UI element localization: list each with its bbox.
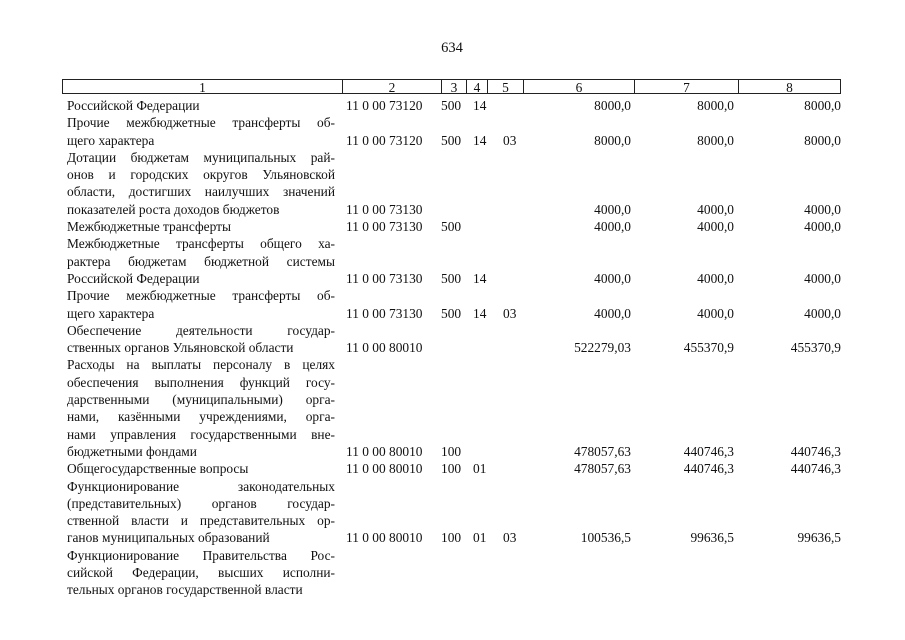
row-name-line: Российской Федерации (67, 270, 200, 286)
row-value-col8: 99636,5 (797, 530, 841, 546)
row-code: 11 0 00 73120 (346, 132, 423, 148)
row-name-line: обеспечения выполнения функций госу- (67, 374, 335, 390)
row-name-line: Дотации бюджетам муниципальных рай- (67, 149, 335, 165)
row-name-line: Межбюджетные трансферты общего ха- (67, 236, 335, 252)
row-name-line: бюджетными фондами (67, 443, 197, 459)
row-value-col7: 99636,5 (690, 530, 734, 546)
row-name (67, 218, 335, 235)
table-row (0, 322, 905, 357)
row-name-line: Общегосударственные вопросы (67, 461, 249, 477)
row-value-col8: 455370,9 (790, 340, 841, 356)
row-expense-type: 100 (441, 443, 462, 459)
row-name-line: щего характера (67, 132, 155, 148)
row-expense-type: 500 (441, 305, 462, 321)
row-name-line: нами управления государственными вне- (67, 426, 335, 442)
row-name-line: Межбюджетные трансферты (67, 219, 231, 235)
row-value-col7: 440746,3 (683, 461, 734, 477)
page-number: 634 (441, 40, 463, 56)
row-name-line: Прочие межбюджетные трансферты об- (67, 288, 335, 304)
row-name-line: сийской Федерации, высших исполни- (67, 565, 335, 581)
row-expense-type: 100 (441, 530, 462, 546)
row-value-col7: 455370,9 (683, 340, 734, 356)
row-name-line: щего характера (67, 305, 155, 321)
row-value-col6: 4000,0 (594, 270, 631, 286)
row-name-line: дарственными (муниципальными) орга- (67, 392, 335, 408)
column-header-6: 6 (523, 79, 634, 94)
row-section: 14 (473, 270, 487, 286)
row-name-line: Функционирование Правительства Рос- (67, 547, 335, 563)
column-header-8: 8 (738, 79, 841, 94)
table-row (0, 218, 905, 235)
row-name (67, 478, 335, 547)
table-row (0, 478, 905, 547)
row-code: 11 0 00 73120 (346, 98, 423, 113)
column-header-7: 7 (634, 79, 738, 94)
row-expense-type: 100 (441, 461, 462, 477)
row-subsection: 03 (503, 305, 517, 321)
row-name-line: нами, казёнными учреждениями, орга- (67, 409, 335, 425)
row-value-col8: 4000,0 (804, 305, 841, 321)
row-section: 01 (473, 461, 487, 477)
row-name-line: (представительных) органов государ- (67, 495, 335, 511)
row-value-col6: 478057,63 (574, 443, 631, 459)
row-name (67, 322, 335, 357)
row-name-line: Российской Федерации (67, 98, 200, 113)
row-name-line: области, достигших наилучших значений (67, 184, 335, 200)
row-name-line: Обеспечение деятельности государ- (67, 322, 335, 338)
row-name-line: онов и городских округов Ульяновской (67, 167, 335, 183)
table-row (0, 97, 905, 114)
row-value-col7: 8000,0 (697, 132, 734, 148)
table-row (0, 547, 905, 599)
row-name-line: рактера бюджетам бюджетной системы (67, 253, 335, 269)
table-row (0, 149, 905, 218)
row-name-line: ственной власти и представительных ор- (67, 513, 335, 529)
row-value-col8: 4000,0 (804, 201, 841, 217)
row-value-col6: 8000,0 (594, 98, 631, 113)
table-row (0, 235, 905, 287)
row-expense-type: 500 (441, 98, 462, 113)
row-code: 11 0 00 80010 (346, 443, 423, 459)
column-header-5: 5 (487, 79, 523, 94)
row-value-col8: 4000,0 (804, 219, 841, 235)
row-name (67, 235, 335, 287)
row-value-col8: 440746,3 (790, 443, 841, 459)
row-name (67, 547, 335, 599)
table-row (0, 287, 905, 322)
row-value-col8: 440746,3 (790, 461, 841, 477)
row-value-col7: 4000,0 (697, 305, 734, 321)
row-value-col8: 4000,0 (804, 270, 841, 286)
row-value-col8: 8000,0 (804, 98, 841, 113)
row-code: 11 0 00 80010 (346, 530, 423, 546)
column-header-2: 2 (342, 79, 441, 94)
row-value-col7: 8000,0 (697, 98, 734, 113)
row-value-col6: 478057,63 (574, 461, 631, 477)
row-name-line: Прочие межбюджетные трансферты об- (67, 115, 335, 131)
row-section: 14 (473, 132, 487, 148)
row-name-line: Расходы на выплаты персоналу в целях (67, 357, 335, 373)
row-name (67, 97, 335, 114)
row-value-col6: 4000,0 (594, 305, 631, 321)
table-row (0, 356, 905, 460)
table-body (0, 97, 905, 599)
row-section: 01 (473, 530, 487, 546)
row-value-col6: 522279,03 (574, 340, 631, 356)
row-value-col7: 4000,0 (697, 270, 734, 286)
row-name-line: показателей роста доходов бюджетов (67, 201, 280, 217)
row-code: 11 0 00 73130 (346, 305, 423, 321)
row-value-col7: 440746,3 (683, 443, 734, 459)
row-value-col6: 4000,0 (594, 201, 631, 217)
row-value-col6: 100536,5 (580, 530, 631, 546)
row-subsection: 03 (503, 132, 517, 148)
row-code: 11 0 00 73130 (346, 270, 423, 286)
row-name (67, 287, 335, 322)
column-header-4: 4 (466, 79, 487, 94)
row-value-col6: 4000,0 (594, 219, 631, 235)
table-row (0, 114, 905, 149)
row-value-col8: 8000,0 (804, 132, 841, 148)
table-row (0, 460, 905, 477)
row-name (67, 149, 335, 218)
row-name-line: Функционирование законодательных (67, 478, 335, 494)
row-code: 11 0 00 73130 (346, 201, 423, 217)
column-header-3: 3 (441, 79, 466, 94)
row-value-col7: 4000,0 (697, 219, 734, 235)
row-expense-type: 500 (441, 219, 462, 235)
row-name (67, 114, 335, 149)
row-value-col7: 4000,0 (697, 201, 734, 217)
row-name-line: тельных органов государственной власти (67, 582, 303, 598)
row-name-line: ственных органов Ульяновской области (67, 340, 294, 356)
row-expense-type: 500 (441, 132, 462, 148)
row-name-line: ганов муниципальных образований (67, 530, 270, 546)
row-name (67, 460, 335, 477)
row-code: 11 0 00 80010 (346, 461, 423, 477)
table-header (62, 79, 841, 95)
row-section: 14 (473, 305, 487, 321)
column-header-1: 1 (62, 79, 342, 94)
row-subsection: 03 (503, 530, 517, 546)
row-code: 11 0 00 80010 (346, 340, 423, 356)
row-name (67, 356, 335, 460)
row-code: 11 0 00 73130 (346, 219, 423, 235)
row-value-col6: 8000,0 (594, 132, 631, 148)
row-section: 14 (473, 98, 487, 113)
row-expense-type: 500 (441, 270, 462, 286)
